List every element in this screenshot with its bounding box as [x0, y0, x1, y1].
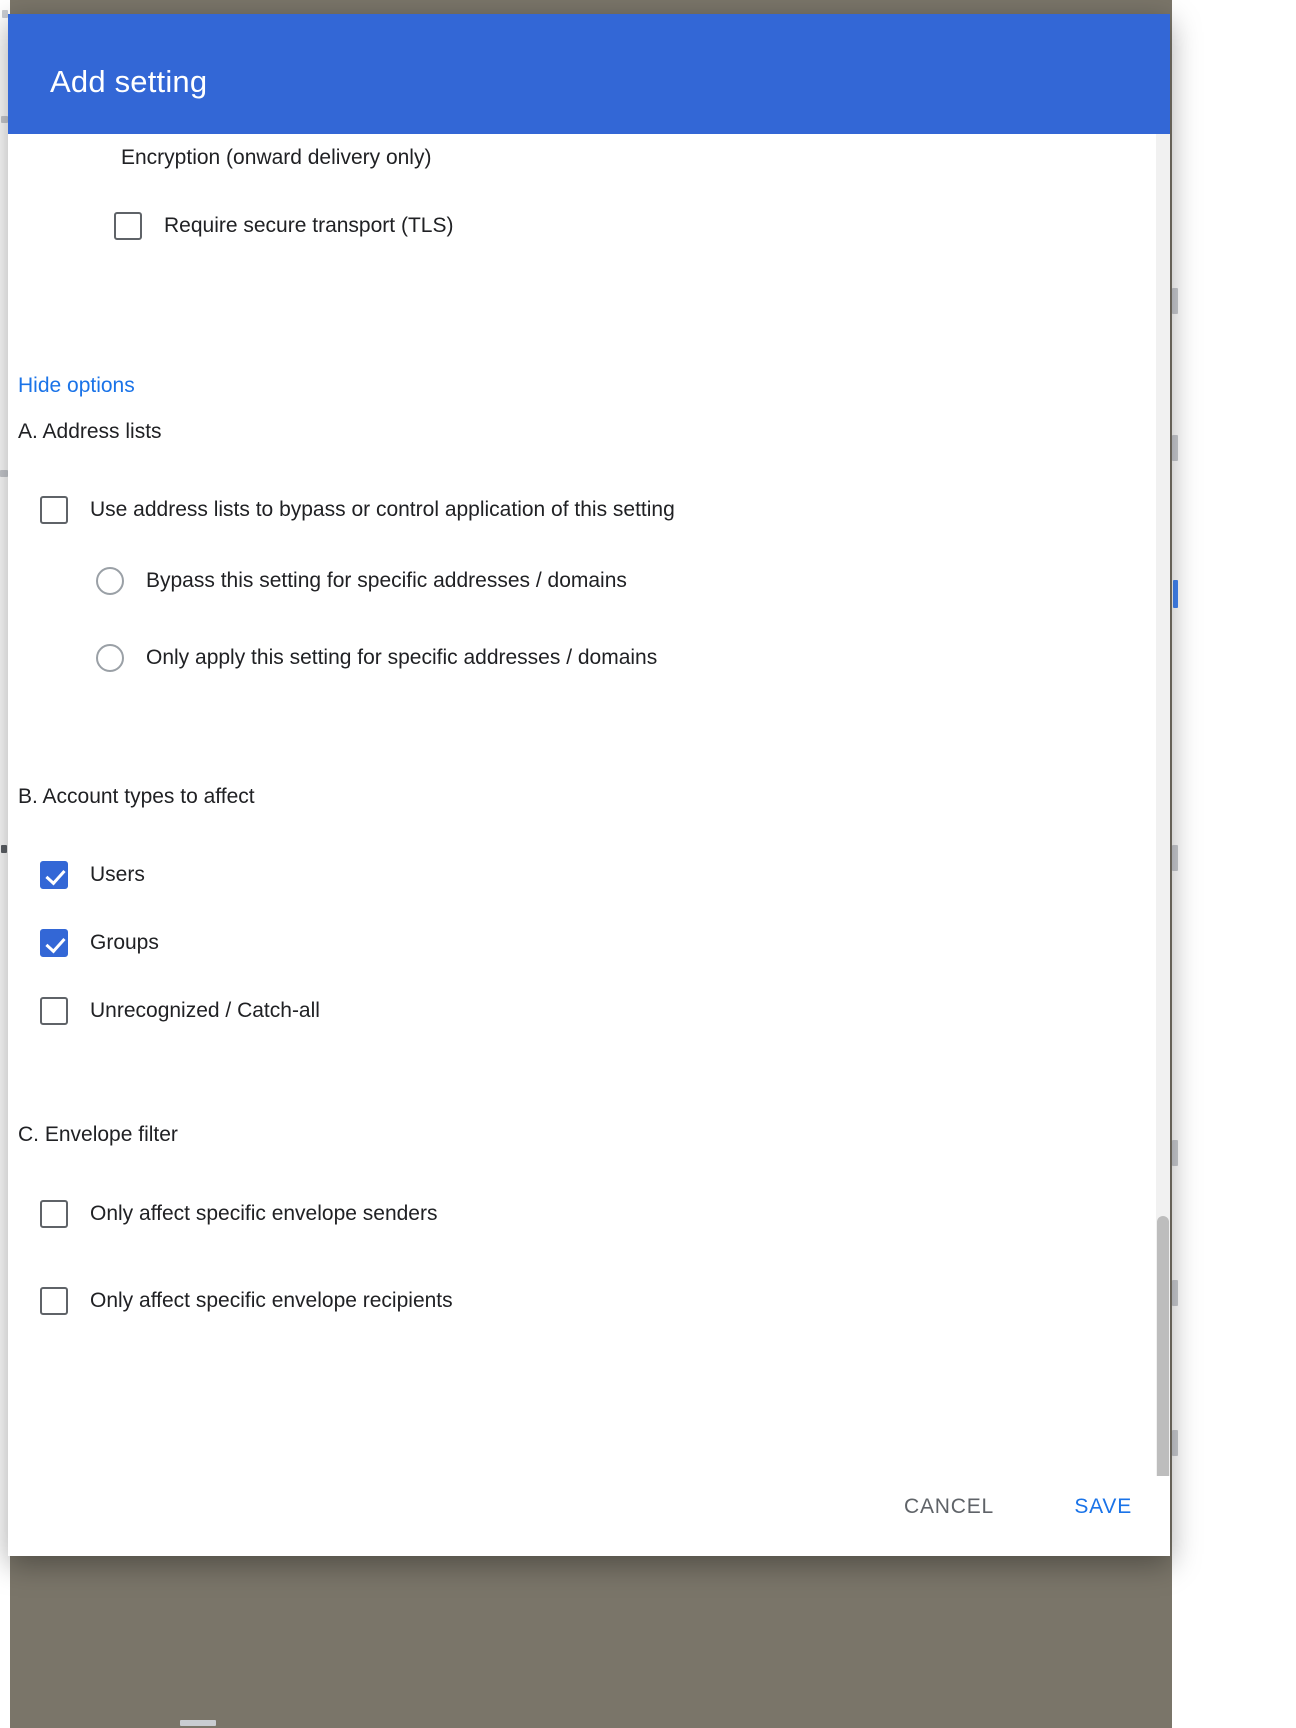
bypass-setting-radio-row[interactable]	[96, 567, 627, 595]
account-type-users-row[interactable]	[40, 861, 145, 889]
background-mark	[1, 116, 8, 123]
address-lists-checkbox[interactable]	[40, 496, 68, 524]
require-tls-label: Require secure transport (TLS)	[164, 214, 454, 237]
background-mark	[1, 845, 7, 853]
dialog-title: Add setting	[50, 64, 208, 99]
bypass-setting-label: Bypass this setting for specific addresses / domains	[146, 569, 627, 592]
dialog-footer	[8, 1476, 1170, 1556]
envelope-recipients-checkbox[interactable]	[40, 1287, 68, 1315]
only-apply-setting-radio[interactable]	[96, 644, 124, 672]
account-type-catchall-row[interactable]	[40, 997, 320, 1025]
account-type-groups-label: Groups	[90, 931, 159, 954]
background-mark	[1172, 435, 1178, 461]
dialog-scrollbar-track[interactable]	[1156, 134, 1170, 1476]
add-setting-dialog	[8, 14, 1170, 1556]
background-page-right	[1172, 0, 1296, 1728]
only-apply-setting-label: Only apply this setting for specific addresses / domains	[146, 646, 658, 669]
encryption-section-heading: Encryption (onward delivery only)	[121, 146, 432, 169]
envelope-senders-label: Only affect specific envelope senders	[90, 1202, 438, 1225]
section-a-heading: A. Address lists	[18, 420, 162, 443]
account-type-catchall-checkbox[interactable]	[40, 997, 68, 1025]
envelope-recipients-row[interactable]	[40, 1287, 453, 1315]
background-mark	[1172, 1430, 1178, 1456]
account-type-catchall-label: Unrecognized / Catch-all	[90, 999, 320, 1022]
dialog-body	[8, 134, 1170, 1476]
envelope-recipients-label: Only affect specific envelope recipients	[90, 1289, 453, 1312]
background-mark	[1172, 1140, 1178, 1166]
account-type-groups-checkbox[interactable]	[40, 929, 68, 957]
account-type-users-checkbox[interactable]	[40, 861, 68, 889]
background-mark	[0, 470, 8, 477]
only-apply-setting-radio-row[interactable]	[96, 644, 657, 672]
address-lists-label: Use address lists to bypass or control application of this setting	[90, 498, 675, 521]
require-tls-checkbox[interactable]	[114, 212, 142, 240]
section-b-heading: B. Account types to affect	[18, 785, 255, 808]
background-mark	[1172, 1280, 1178, 1306]
account-type-groups-row[interactable]	[40, 929, 159, 957]
background-mark	[1172, 288, 1178, 314]
cancel-button[interactable]: CANCEL	[898, 1494, 1000, 1520]
address-lists-checkbox-row[interactable]	[40, 496, 675, 524]
dialog-header	[8, 14, 1170, 134]
require-tls-row[interactable]	[114, 212, 453, 240]
background-mark	[1172, 845, 1178, 871]
background-mark	[180, 1720, 216, 1726]
bypass-setting-radio[interactable]	[96, 567, 124, 595]
account-type-users-label: Users	[90, 863, 145, 886]
hide-options-link[interactable]: Hide options	[18, 374, 135, 397]
background-mark	[1173, 580, 1178, 608]
section-c-heading: C. Envelope filter	[18, 1123, 178, 1146]
envelope-senders-checkbox[interactable]	[40, 1200, 68, 1228]
save-button[interactable]: SAVE	[1068, 1494, 1138, 1520]
envelope-senders-row[interactable]	[40, 1200, 437, 1228]
